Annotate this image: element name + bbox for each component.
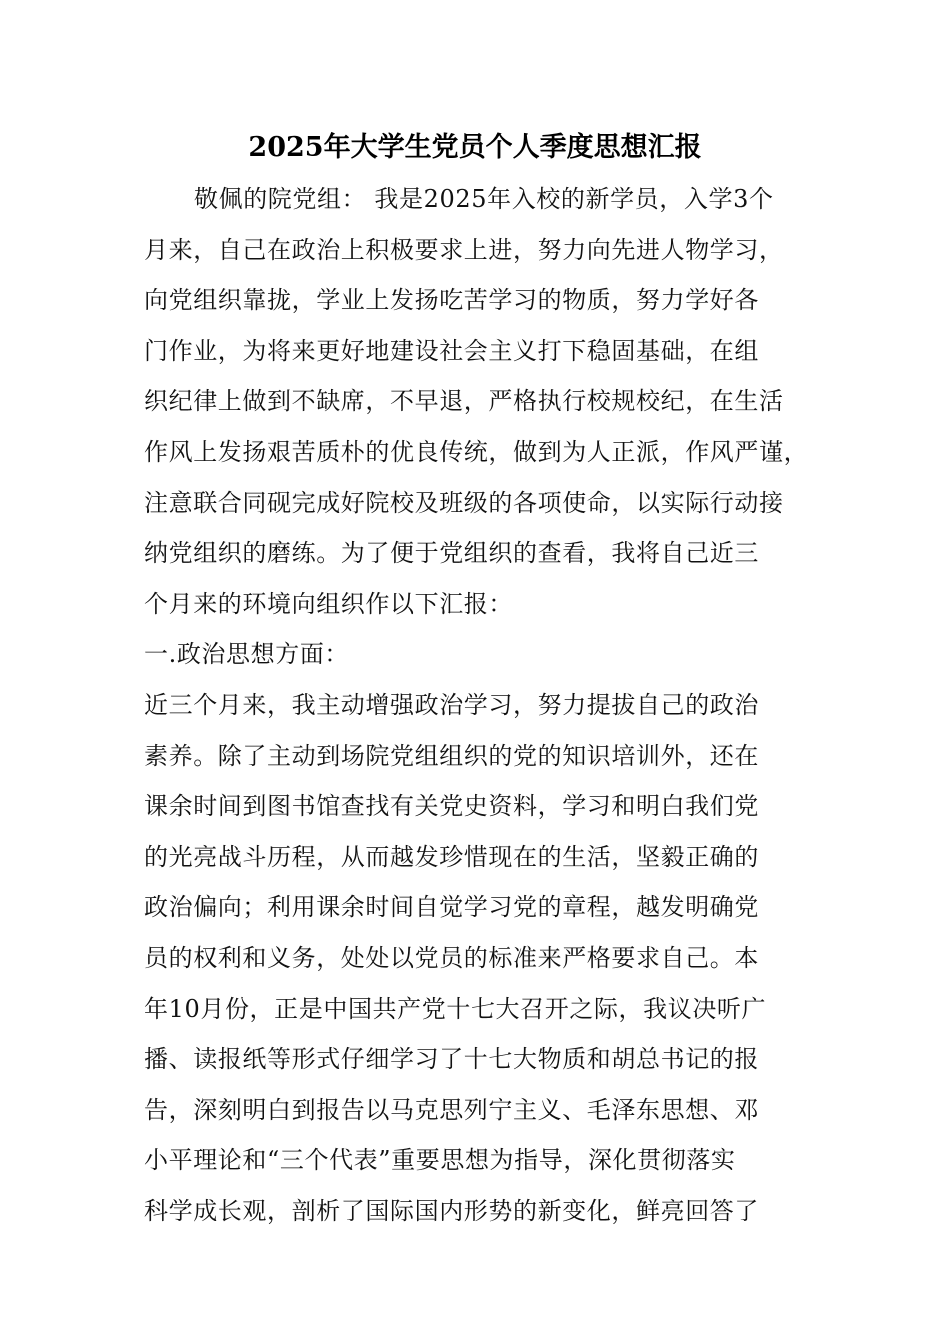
paragraph-line: 纳党组织的磨练。为了便于党组织的查看，我将自己近三 (144, 539, 759, 568)
paragraph-line: 员的权利和义务，处处以党员的标准来严格要求自己。本 (144, 943, 759, 972)
document-body (144, 178, 809, 1240)
paragraph-line: 告，深刻明白到报告以马克思列宁主义、毛泽东思想、邓 (144, 1095, 759, 1124)
paragraph-line: 课余时间到图书馆查找有关党史资料，学习和明白我们党 (144, 792, 759, 821)
paragraph-line: 小平理论和“三个代表”重要思想为指导，深化贯彻落实 (144, 1146, 736, 1175)
paragraph-line: 播、读报纸等形式仔细学习了十七大物质和胡总书记的报 (144, 1045, 759, 1074)
paragraph-line: 科学成长观，剖析了国际国内形势的新变化，鲜亮回答了 (144, 1196, 759, 1225)
paragraph-line: 注意联合同砚完成好院校及班级的各项使命，以实际行动接 (144, 488, 784, 517)
paragraph-line: 敬佩的院党组： 我是2025年入校的新学员，入学3个 (194, 185, 774, 213)
paragraph-line: 织纪律上做到不缺席，不早退，严格执行校规校纪，在生活 (144, 387, 784, 416)
paragraph-line: 向党组织靠拢，学业上发扬吃苦学习的物质，努力学好各 (144, 286, 759, 315)
paragraph-line: 政治偏向；利用课余时间自觉学习党的章程，越发明确党 (144, 893, 759, 922)
paragraph-line: 个月来的环境向组织作以下汇报： (144, 589, 513, 618)
paragraph-line: 年10月份，正是中国共产党十七大召开之际，我议决听广 (144, 994, 767, 1023)
section-heading: 一.政治思想方面： (144, 640, 350, 669)
paragraph-line: 作风上发扬艰苦质朴的优良传统，做到为人正派，作风严谨， (144, 437, 809, 466)
paragraph-line: 的光亮战斗历程，从而越发珍惜现在的生活，坚毅正确的 (144, 842, 759, 871)
document-title: 2025年大学生党员个人季度思想汇报 (248, 132, 702, 163)
paragraph-line: 月来，自己在政治上积极要求上进，努力向先进人物学习， (144, 235, 784, 264)
paragraph-line: 素养。除了主动到场院党组组织的党的知识培训外，还在 (144, 741, 759, 770)
paragraph-line: 门作业，为将来更好地建设社会主义打下稳固基础，在组 (144, 336, 759, 365)
paragraph-line: 近三个月来，我主动增强政治学习，努力提拔自己的政治 (144, 690, 759, 719)
